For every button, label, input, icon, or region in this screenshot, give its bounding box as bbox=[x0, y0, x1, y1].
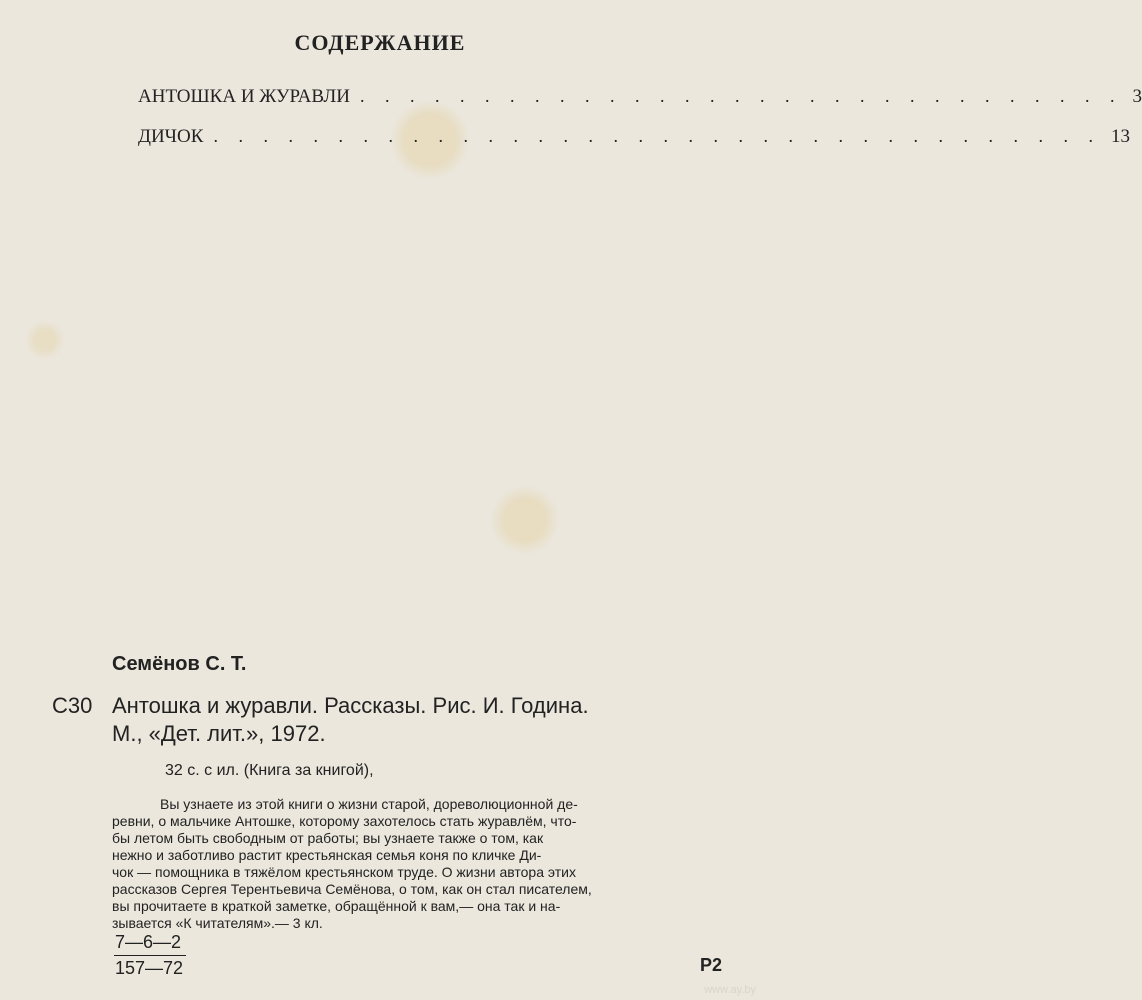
annotation-line: чок — помощника в тяжёлом крестьянском труде. О жизни автора этих bbox=[112, 864, 576, 880]
toc-entry bbox=[138, 126, 1130, 152]
annotation-line: нежно и заботливо растит крестьянская семья коня по кличке Ди- bbox=[112, 847, 542, 863]
catalog-title-line: Антошка и журавли. Рассказы. Рис. И. Година. bbox=[112, 693, 589, 718]
catalog-publisher-line: М., «Дет. лит.», 1972. bbox=[112, 721, 326, 746]
annotation-line: вы прочитаете в краткой заметке, обращённой к вам,— она так и на- bbox=[112, 898, 561, 914]
toc-entry-page: 3 bbox=[1132, 86, 1142, 107]
annotation-line: ревни, о мальчике Антошке, которому захотелось стать журавлём, что- bbox=[112, 813, 577, 829]
annotation-line: бы летом быть свободным от работы; вы узнаете также о том, как bbox=[112, 830, 544, 846]
catalog-index-denominator: 157—72 bbox=[115, 958, 184, 978]
toc-entry-page: 13 bbox=[1110, 126, 1130, 147]
fraction-divider bbox=[114, 955, 186, 956]
catalog-pages-line: 32 с. с ил. (Книга за книгой), bbox=[165, 762, 374, 779]
annotation-line: рассказов Сергея Терентьевича Семёнова, о том, как он стал писателем, bbox=[112, 881, 592, 897]
annotation-line: зывается «К читателям».— 3 кл. bbox=[112, 915, 323, 931]
catalog-author: Семёнов С. Т. bbox=[112, 653, 247, 675]
toc-entry-title: ДИЧОК bbox=[138, 126, 204, 147]
catalog-bbk-code: Р2 bbox=[700, 955, 723, 975]
toc-leader-dots: . . . . . . . . . . . . . . . . . . . . . . . . . . . . . . . bbox=[359, 86, 1123, 106]
toc-leader-dots: . . . . . . . . . . . . . . . . . . . . . . . . . . . . . . . . . . . . bbox=[213, 126, 1101, 146]
toc-entry-title: АНТОШКА И ЖУРАВЛИ bbox=[138, 86, 350, 107]
annotation-line: Вы узнаете из этой книги о жизни старой, дореволюционной де- bbox=[160, 796, 578, 812]
catalog-code: С30 bbox=[52, 693, 93, 718]
contents-heading: СОДЕРЖАНИЕ bbox=[294, 30, 466, 55]
site-watermark: www.ay.by bbox=[704, 984, 756, 996]
catalog-index-numerator: 7—6—2 bbox=[115, 932, 182, 952]
toc-entry bbox=[138, 86, 1142, 112]
